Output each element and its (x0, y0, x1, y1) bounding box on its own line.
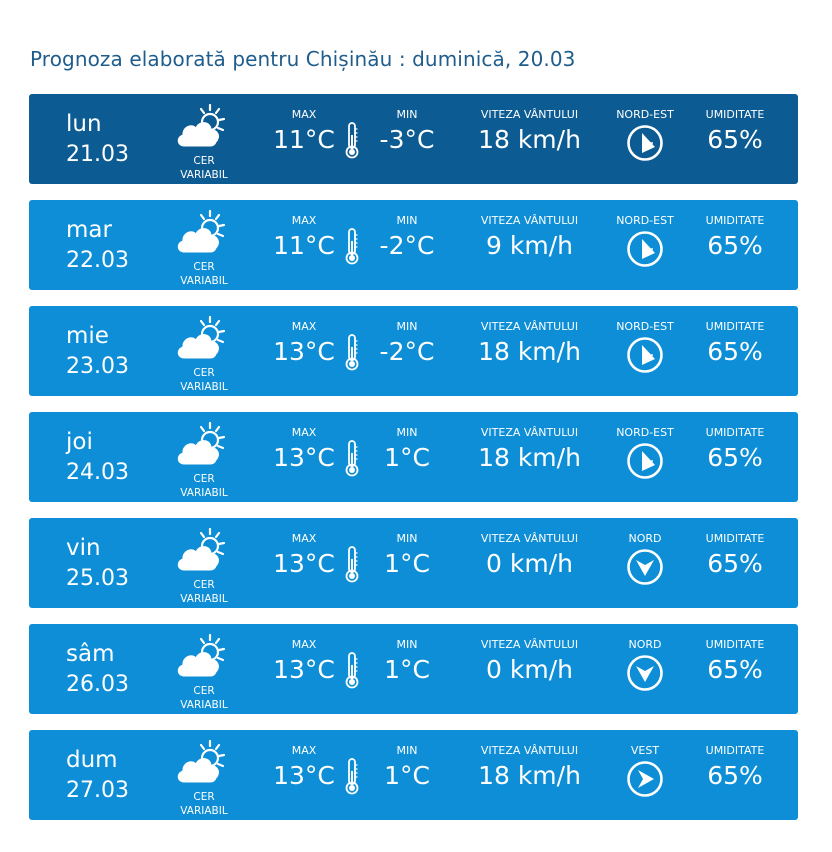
forecast-row[interactable] (29, 200, 798, 290)
compass-northeast-icon (626, 442, 664, 480)
condition-line1: CER (193, 791, 215, 803)
min-temp: -2°C (379, 231, 435, 260)
partly-cloudy-icon (174, 208, 230, 258)
condition-line2: VARIABIL (180, 805, 228, 817)
day-date: 26.03 (66, 672, 129, 697)
forecast-row[interactable] (29, 412, 798, 502)
wind-speed-label: VITEZA VÂNTULUI (480, 532, 579, 545)
max-label: MAX (291, 214, 317, 227)
wind-speed-label: VITEZA VÂNTULUI (480, 108, 579, 121)
humidity-label: UMIDITATE (705, 744, 765, 757)
min-temp: -2°C (379, 337, 435, 366)
max-temp: 11°C (273, 231, 335, 260)
min-temp: 1°C (384, 655, 430, 684)
forecast-row[interactable] (29, 306, 798, 396)
max-temp: 13°C (273, 655, 335, 684)
wind-direction-label: NORD (628, 532, 662, 545)
humidity-label: UMIDITATE (705, 426, 765, 439)
partly-cloudy-icon (174, 102, 230, 152)
max-label: MAX (291, 744, 317, 757)
forecast-row[interactable] (29, 730, 798, 820)
humidity-label: UMIDITATE (705, 108, 765, 121)
min-label: MIN (396, 532, 418, 545)
condition-label (168, 154, 240, 182)
thermometer-icon (343, 757, 361, 795)
min-label: MIN (396, 638, 418, 651)
min-temp: 1°C (384, 549, 430, 578)
condition-line2: VARIABIL (180, 593, 228, 605)
compass-northeast-icon (626, 230, 664, 268)
compass-northeast-icon (626, 336, 664, 374)
humidity-label: UMIDITATE (705, 532, 765, 545)
humidity-label: UMIDITATE (705, 214, 765, 227)
humidity-label: UMIDITATE (705, 320, 765, 333)
condition-line2: VARIABIL (180, 275, 228, 287)
max-temp: 11°C (273, 125, 335, 154)
humidity-value: 65% (707, 549, 763, 578)
wind-speed: 0 km/h (486, 549, 573, 578)
partly-cloudy-icon (174, 632, 230, 682)
compass-north-icon (626, 654, 664, 692)
humidity-label: UMIDITATE (705, 638, 765, 651)
page-title: Prognoza elaborată pentru Chișinău : duminică, 20.03 (30, 47, 576, 71)
wind-speed-label: VITEZA VÂNTULUI (480, 744, 579, 757)
day-date: 23.03 (66, 354, 129, 379)
condition-line2: VARIABIL (180, 169, 228, 181)
wind-speed: 18 km/h (478, 125, 581, 154)
thermometer-icon (343, 545, 361, 583)
partly-cloudy-icon (174, 420, 230, 470)
condition-label (168, 790, 240, 818)
max-temp: 13°C (273, 337, 335, 366)
day-name: mar (66, 217, 112, 243)
wind-speed: 9 km/h (486, 231, 573, 260)
partly-cloudy-icon (174, 526, 230, 576)
day-date: 27.03 (66, 778, 129, 803)
partly-cloudy-icon (174, 738, 230, 788)
condition-line2: VARIABIL (180, 699, 228, 711)
max-label: MAX (291, 320, 317, 333)
forecast-row[interactable] (29, 624, 798, 714)
day-date: 21.03 (66, 142, 129, 167)
wind-speed: 18 km/h (478, 443, 581, 472)
wind-speed-label: VITEZA VÂNTULUI (480, 638, 579, 651)
wind-direction-label: NORD-EST (616, 214, 674, 227)
day-name: dum (66, 747, 118, 773)
day-date: 25.03 (66, 566, 129, 591)
max-temp: 13°C (273, 549, 335, 578)
wind-direction-label: VEST (630, 744, 660, 757)
condition-line1: CER (193, 685, 215, 697)
day-name: mie (66, 323, 109, 349)
condition-line1: CER (193, 367, 215, 379)
day-date: 24.03 (66, 460, 129, 485)
condition-line1: CER (193, 261, 215, 273)
condition-label (168, 260, 240, 288)
max-label: MAX (291, 532, 317, 545)
wind-direction-label: NORD (628, 638, 662, 651)
thermometer-icon (343, 121, 361, 159)
wind-speed-label: VITEZA VÂNTULUI (480, 320, 579, 333)
max-label: MAX (291, 426, 317, 439)
compass-west-icon (626, 760, 664, 798)
day-name: joi (66, 429, 93, 455)
condition-line2: VARIABIL (180, 487, 228, 499)
forecast-row[interactable] (29, 94, 798, 184)
condition-line2: VARIABIL (180, 381, 228, 393)
thermometer-icon (343, 651, 361, 689)
condition-line1: CER (193, 155, 215, 167)
compass-north-icon (626, 548, 664, 586)
condition-label (168, 684, 240, 712)
min-temp: -3°C (379, 125, 435, 154)
min-temp: 1°C (384, 443, 430, 472)
forecast-row[interactable] (29, 518, 798, 608)
day-name: vin (66, 535, 101, 561)
condition-label (168, 472, 240, 500)
max-label: MAX (291, 108, 317, 121)
thermometer-icon (343, 333, 361, 371)
humidity-value: 65% (707, 761, 763, 790)
day-date: 22.03 (66, 248, 129, 273)
min-temp: 1°C (384, 761, 430, 790)
humidity-value: 65% (707, 337, 763, 366)
thermometer-icon (343, 227, 361, 265)
min-label: MIN (396, 426, 418, 439)
wind-direction-label: NORD-EST (616, 320, 674, 333)
forecast-list (29, 94, 798, 836)
wind-speed: 18 km/h (478, 337, 581, 366)
humidity-value: 65% (707, 231, 763, 260)
condition-label (168, 578, 240, 606)
condition-line1: CER (193, 473, 215, 485)
min-label: MIN (396, 320, 418, 333)
humidity-value: 65% (707, 655, 763, 684)
day-name: lun (66, 111, 102, 137)
wind-speed-label: VITEZA VÂNTULUI (480, 426, 579, 439)
compass-northeast-icon (626, 124, 664, 162)
partly-cloudy-icon (174, 314, 230, 364)
thermometer-icon (343, 439, 361, 477)
condition-label (168, 366, 240, 394)
wind-direction-label: NORD-EST (616, 426, 674, 439)
humidity-value: 65% (707, 125, 763, 154)
max-temp: 13°C (273, 443, 335, 472)
min-label: MIN (396, 744, 418, 757)
day-name: sâm (66, 641, 115, 667)
wind-speed-label: VITEZA VÂNTULUI (480, 214, 579, 227)
wind-direction-label: NORD-EST (616, 108, 674, 121)
max-label: MAX (291, 638, 317, 651)
wind-speed: 18 km/h (478, 761, 581, 790)
max-temp: 13°C (273, 761, 335, 790)
min-label: MIN (396, 214, 418, 227)
condition-line1: CER (193, 579, 215, 591)
min-label: MIN (396, 108, 418, 121)
wind-speed: 0 km/h (486, 655, 573, 684)
humidity-value: 65% (707, 443, 763, 472)
